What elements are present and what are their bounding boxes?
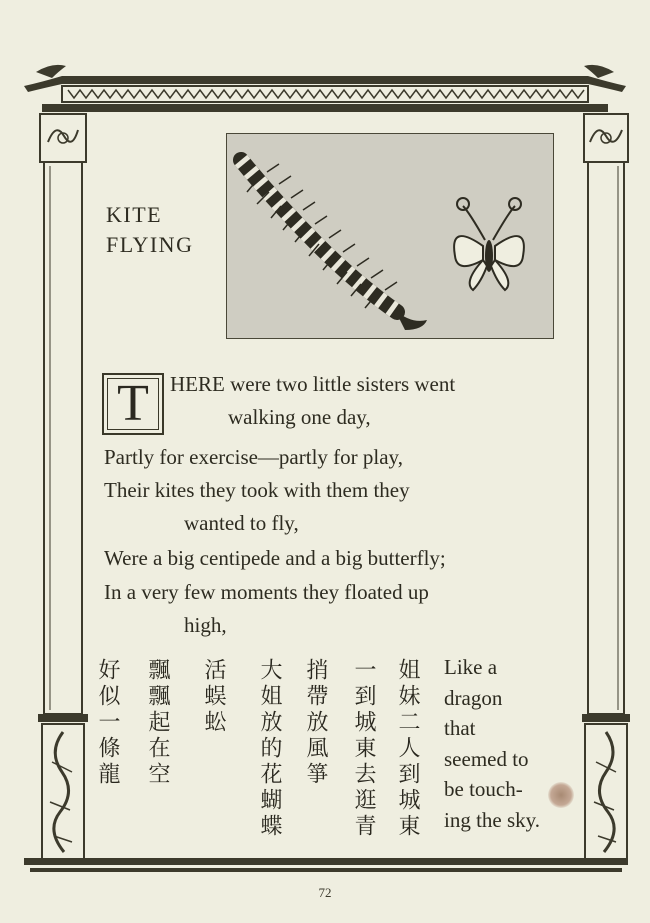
chinese-column-5: 活蜈蚣 — [201, 658, 226, 736]
right-column — [582, 112, 630, 872]
roof-border — [22, 60, 628, 114]
chinese-column-6: 飄飄起在空 — [145, 658, 170, 788]
side-line-2: dragon — [444, 685, 503, 710]
verse-line-7: In a very few moments they floated up — [104, 580, 429, 604]
side-line-3: that — [444, 716, 476, 740]
chinese-column-7: 好似一條龍 — [95, 658, 120, 788]
side-verse — [444, 652, 540, 835]
verse-line-4: Their kites they took with them they — [104, 478, 410, 502]
side-line-1: Like a — [444, 655, 498, 679]
verse-line-3: Partly for exercise—partly for play, — [104, 445, 403, 469]
title-line-2: FLYING — [106, 232, 194, 257]
left-column — [38, 112, 88, 872]
title-line-1: KITE — [106, 202, 163, 227]
verse-line-8: high, — [184, 613, 227, 637]
verse-line-6: Were a big centipede and a big butterfly; — [104, 546, 446, 570]
centipede-kite-icon — [241, 160, 427, 330]
page-number: 72 — [318, 885, 332, 900]
side-line-4: seemed to — [444, 746, 529, 771]
side-line-5: be touch- — [444, 777, 523, 801]
verse-line-1: HERE were two little sisters went — [170, 372, 456, 396]
paper-stain — [548, 782, 574, 808]
butterfly-kite-icon — [454, 198, 524, 290]
chinese-column-2: 一到城東去逛青 — [351, 658, 376, 840]
drop-cap: T — [102, 373, 164, 435]
chinese-column-1: 姐妹二人到城東 — [395, 658, 420, 840]
chinese-column-4: 大姐放的花蝴蝶 — [257, 658, 282, 840]
chinese-column-3: 捎帶放風箏 — [303, 658, 328, 788]
kite-illustration — [226, 133, 554, 339]
verse-line-5: wanted to fly, — [184, 511, 299, 535]
verse-line-2: walking one day, — [228, 405, 371, 429]
side-line-6: ing the sky. — [444, 807, 541, 832]
base-border — [24, 856, 628, 878]
page-title — [106, 200, 193, 260]
